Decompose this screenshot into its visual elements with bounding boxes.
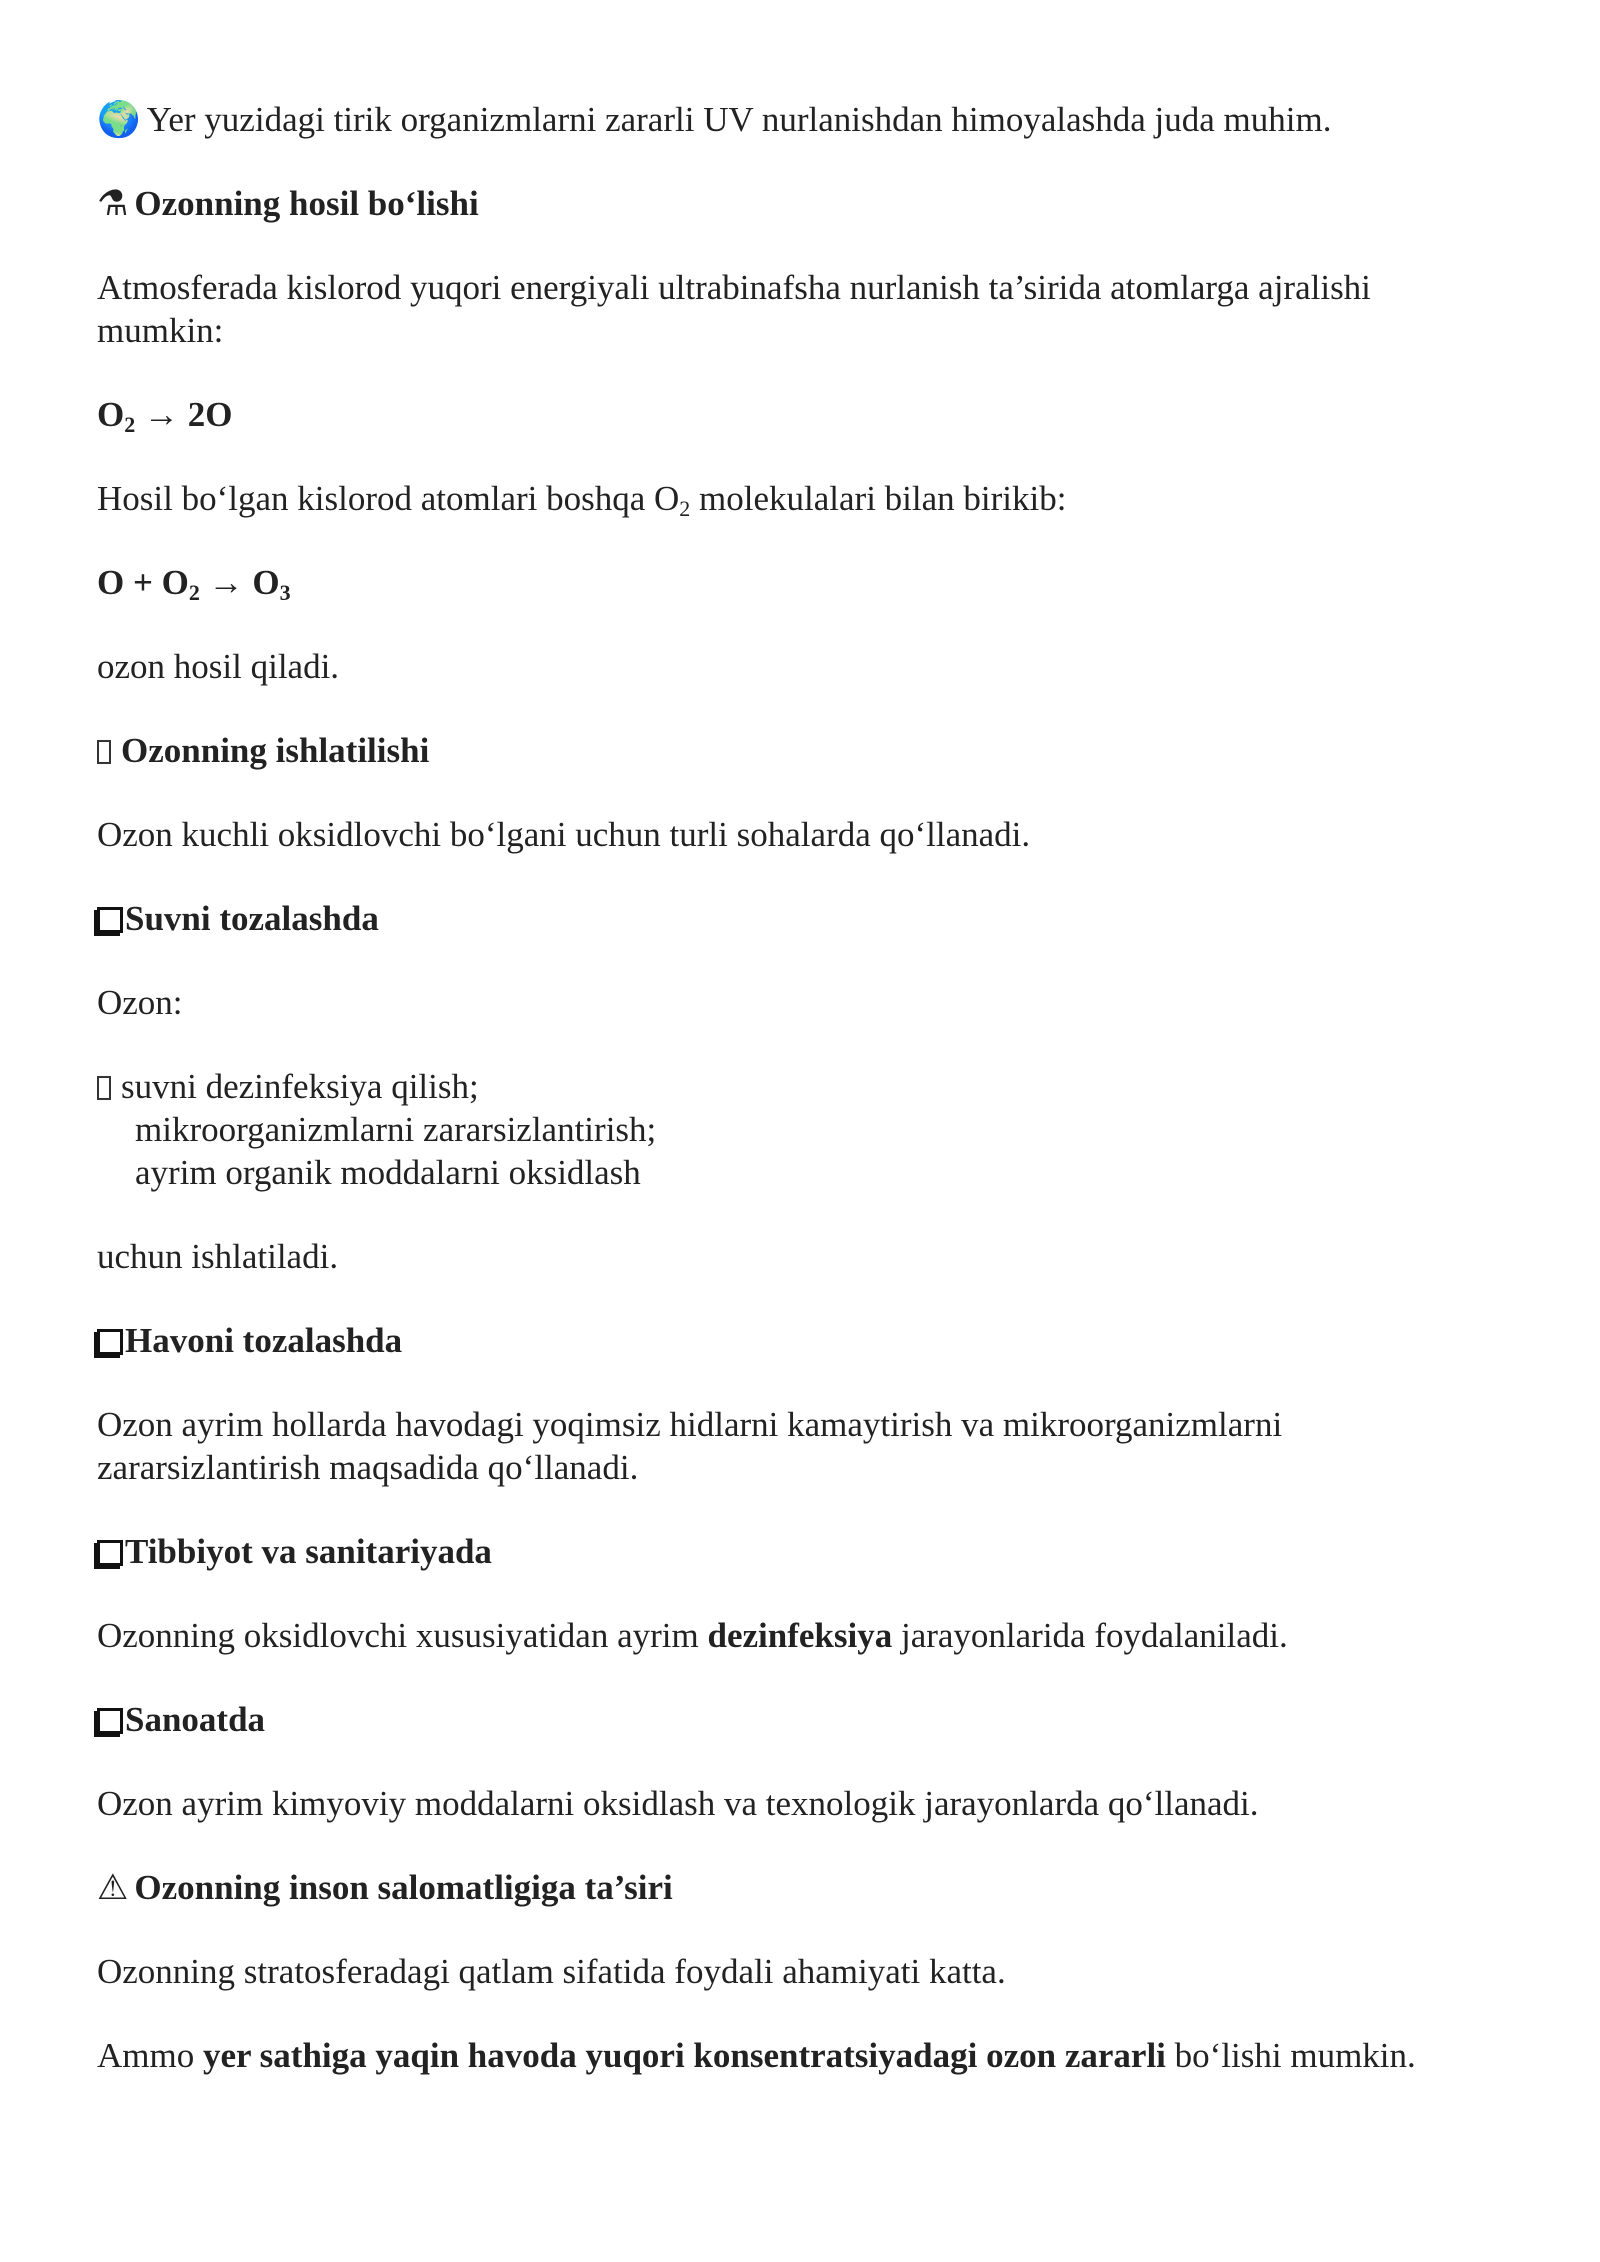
usage-heading: [97, 729, 1480, 772]
formation-text-2: [97, 477, 1480, 520]
list-item: suvni dezinfeksiya qilish;: [97, 1065, 1480, 1108]
formation-heading-text: Ozonning hosil bo‘lishi: [134, 184, 479, 223]
medicine-text: Ozonning oksidlovchi xususiyatidan ayrim dezinfeksiya jarayonlarida foydalaniladi.: [97, 1616, 1288, 1655]
list-item: mikroorganizmlarni zararsizlantirish;: [135, 1110, 657, 1149]
keycap-3-icon: [97, 1540, 123, 1566]
formation-text-2-a: Hosil bo‘lgan kislorod atomlari boshqa O: [97, 479, 680, 518]
intro-text: Yer yuzidagi tirik organizmlarni zararli UV nurlanishdan himoyalashda juda muhim.: [146, 100, 1332, 139]
formula-2-b: O: [252, 563, 280, 602]
water-list: [97, 1065, 1480, 1194]
medicine-text-bold: dezinfeksiya: [707, 1616, 893, 1655]
formula-2-sub2: 3: [279, 580, 291, 605]
formation-heading: [97, 182, 1480, 225]
formula-ozone: [97, 561, 1480, 604]
water-closing: uchun ishlatiladi.: [97, 1237, 339, 1276]
keycap-1-icon: [97, 907, 123, 933]
intro-paragraph: [97, 98, 1480, 141]
missing-glyph-icon: [97, 740, 111, 764]
arrow-icon: →: [135, 395, 188, 434]
health-text-bold: yer sathiga yaqin havoda yuqori konsentratsiyadagi ozon zararli: [202, 2036, 1166, 2075]
formula-1-left: O: [97, 395, 125, 434]
formation-text-1: Atmosferada kislorod yuqori energiyali ultrabinafsha nurlanish ta’sirida atomlarga ajralishi mumkin:: [97, 268, 1371, 350]
arrow-icon: →: [199, 563, 253, 602]
health-text-1: Ozonning stratosferadagi qatlam sifatida foydali ahamiyati katta.: [97, 1952, 1006, 1991]
usage-intro: Ozon kuchli oksidlovchi bo‘lgani uchun turli sohalarda qo‘llanadi.: [97, 815, 1031, 854]
formation-text-3: ozon hosil qiladi.: [97, 647, 340, 686]
keycap-2-icon: [97, 1329, 123, 1355]
keycap-4-icon: [97, 1708, 123, 1734]
formation-text-2-sub: 2: [679, 496, 691, 521]
water-heading: [97, 897, 1480, 940]
health-heading-text: Ozonning inson salomatligiga ta’siri: [134, 1868, 673, 1907]
usage-heading-text: Ozonning ishlatilishi: [121, 731, 430, 770]
formula-1-right: 2O: [187, 395, 233, 434]
medicine-heading: [97, 1530, 1480, 1573]
health-heading: [97, 1866, 1480, 1909]
list-item: ayrim organik moddalarni oksidlash: [135, 1153, 641, 1192]
air-text: Ozon ayrim hollarda havodagi yoqimsiz hidlarni kamaytirish va mikroorganizmlarni zararsizlantirish maqsadida qo‘llanadi.: [97, 1405, 1283, 1487]
industry-text: Ozon ayrim kimyoviy moddalarni oksidlash va texnologik jarayonlarda qo‘llanadi.: [97, 1784, 1259, 1823]
water-label: Ozon:: [97, 983, 183, 1022]
globe-icon: 🌍: [97, 100, 141, 139]
formation-text-2-b: molekulalari bilan birikib:: [690, 479, 1067, 518]
water-heading-text: Suvni tozalashda: [125, 899, 379, 938]
formula-2-a: O + O: [97, 563, 189, 602]
air-heading-text: Havoni tozalashda: [125, 1321, 403, 1360]
industry-heading: [97, 1698, 1480, 1741]
bullet-icon: [97, 1076, 111, 1100]
formula-dissociation: [97, 393, 1480, 436]
flask-icon: ⚗: [97, 184, 129, 223]
industry-heading-text: Sanoatda: [125, 1700, 266, 1739]
air-heading: [97, 1319, 1480, 1362]
warning-icon: ⚠: [97, 1868, 129, 1907]
formula-1-sub: 2: [124, 412, 136, 437]
health-text-2: Ammo yer sathiga yaqin havoda yuqori konsentratsiyadagi ozon zararli bo‘lishi mumkin.: [97, 2036, 1416, 2075]
medicine-heading-text: Tibbiyot va sanitariyada: [125, 1532, 492, 1571]
formula-2-sub1: 2: [188, 580, 200, 605]
